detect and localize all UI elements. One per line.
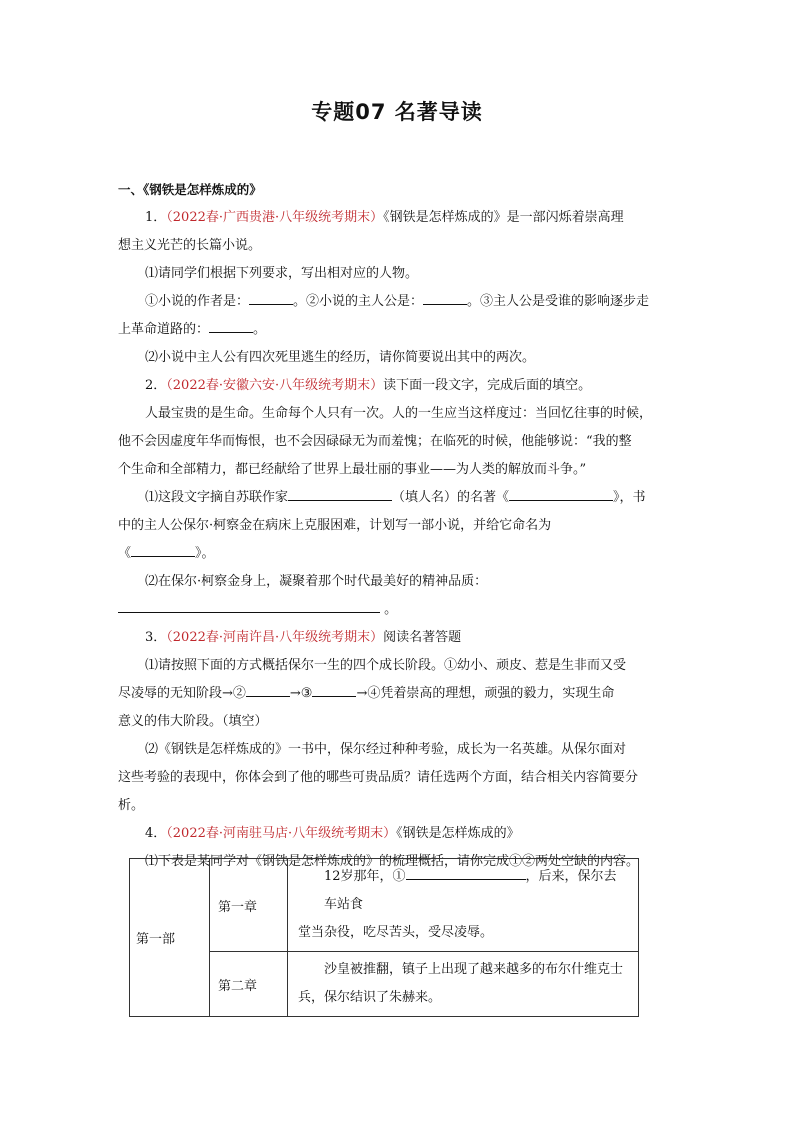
passage-line: 个生命和全部精力，都已经献给了世界上最壮丽的事业——为人类的解放而斗争。”	[118, 462, 587, 477]
passage-line: 人最宝贵的是生命。生命每个人只有一次。人的一生应当这样度过：当回忆往事的时候，	[145, 406, 653, 421]
question-number: 1．	[145, 210, 167, 225]
answer-blank[interactable]	[406, 865, 526, 880]
table-part-cell: 第一部	[130, 859, 210, 1017]
question-2-stem: 2．（2022春·安徽六安·八年级统考期末）读下面一段文字，完成后面的填空。	[145, 378, 592, 393]
answer-blank[interactable]	[118, 598, 380, 613]
answer-blank[interactable]	[209, 318, 253, 333]
question-source: （2022春·安徽六安·八年级统考期末）	[166, 378, 384, 393]
question-1-sub-1: ⑴请同学们根据下列要求，写出相对应的人物。	[145, 266, 419, 281]
question-2-sub-2-answer: 。	[118, 596, 678, 624]
summary-table	[129, 858, 639, 1017]
question-3-sub-2-cont: 析。	[118, 798, 145, 813]
question-2-sub-1-cont: 中的主人公保尔·柯察金在病床上克服困难，计划写一部小说，并给它命名为	[118, 518, 552, 533]
question-2-sub-1-cont: 《 》。	[118, 540, 678, 568]
section-heading: 一、《钢铁是怎样炼成的》	[118, 182, 262, 197]
question-3-sub-2: ⑵《钢铁是怎样炼成的》一书中，保尔经过种种考验，成长为一名英雄。从保尔面对	[145, 742, 627, 757]
question-3-sub-1: ⑴请按照下面的方式概括保尔一生的四个成长阶段。①幼小、顽皮、惹是生非而又受	[145, 658, 627, 673]
question-source: （2022春·广西贵港·八年级统考期末）	[166, 210, 384, 225]
question-1-sub-1-answers-cont: 上革命道路的： 。	[118, 316, 678, 344]
question-2-sub-2: ⑵在保尔·柯察金身上，凝聚着那个时代最美好的精神品质：	[145, 574, 488, 589]
passage-line: 他不会因虚度年华而悔恨，也不会因碌碌无为而羞愧；在临死的时候，他能够说：“我的整	[118, 434, 632, 449]
table-summary-cell: 12岁那年，① ，后来，保尔去车站食 堂当杂役，吃尽苦头，受尽凌辱。	[288, 859, 639, 952]
answer-blank[interactable]	[509, 486, 613, 501]
question-text: 《钢铁是怎样炼成的》是一部闪烁着崇高理	[383, 210, 624, 225]
answer-blank[interactable]	[312, 682, 356, 697]
question-4-stem: 4．（2022春·河南驻马店·八年级统考期末）《钢铁是怎样炼成的》	[145, 826, 520, 841]
table-chapter-cell: 第一章	[210, 859, 288, 952]
question-source: （2022春·河南许昌·八年级统考期末）	[166, 630, 384, 645]
question-3-stem: 3．（2022春·河南许昌·八年级统考期末）阅读名著答题	[145, 630, 462, 645]
question-1-stem	[118, 204, 678, 232]
question-2-sub-1: ⑴这段文字摘自苏联作家 （填人名）的名著《 》，书	[118, 484, 678, 512]
table-row	[130, 859, 639, 952]
question-3-sub-1-cont: 意义的伟大阶段。（填空）	[118, 714, 268, 729]
question-source: （2022春·河南驻马店·八年级统考期末）	[166, 826, 397, 841]
question-1-sub-2: ⑵小说中主人公有四次死里逃生的经历，请你简要说出其中的两次。	[145, 350, 536, 365]
question-3-sub-1-cont: 尽凌辱的无知阶段→② →③ →④凭着崇高的理想，顽强的毅力，实现生命	[118, 680, 678, 708]
question-1-stem-cont: 想主义光芒的长篇小说。	[118, 238, 262, 253]
answer-blank[interactable]	[423, 290, 467, 305]
question-4-sub-1: ⑴下表是某同学对《钢铁是怎样炼成的》的梳理概括，请你完成①②两处空缺的内容。	[145, 854, 640, 869]
question-content	[118, 176, 678, 876]
table-summary-cell: 沙皇被推翻，镇子上出现了越来越多的布尔什维克士 兵，保尔结识了朱赫来。	[288, 952, 639, 1017]
question-1-sub-1-answers: ①小说的作者是： 。②小说的主人公是： 。③主人公是受谁的影响逐步走	[118, 288, 678, 316]
answer-blank[interactable]	[246, 682, 290, 697]
answer-blank[interactable]	[249, 290, 293, 305]
page-title: 专题07 名著导读	[311, 100, 483, 124]
answer-blank[interactable]	[131, 542, 195, 557]
answer-blank[interactable]	[288, 486, 392, 501]
table-chapter-cell: 第二章	[210, 952, 288, 1017]
question-3-sub-2-cont: 这些考验的表现中，你体会到了他的哪些可贵品质？请任选两个方面，结合相关内容简要分	[118, 770, 639, 785]
